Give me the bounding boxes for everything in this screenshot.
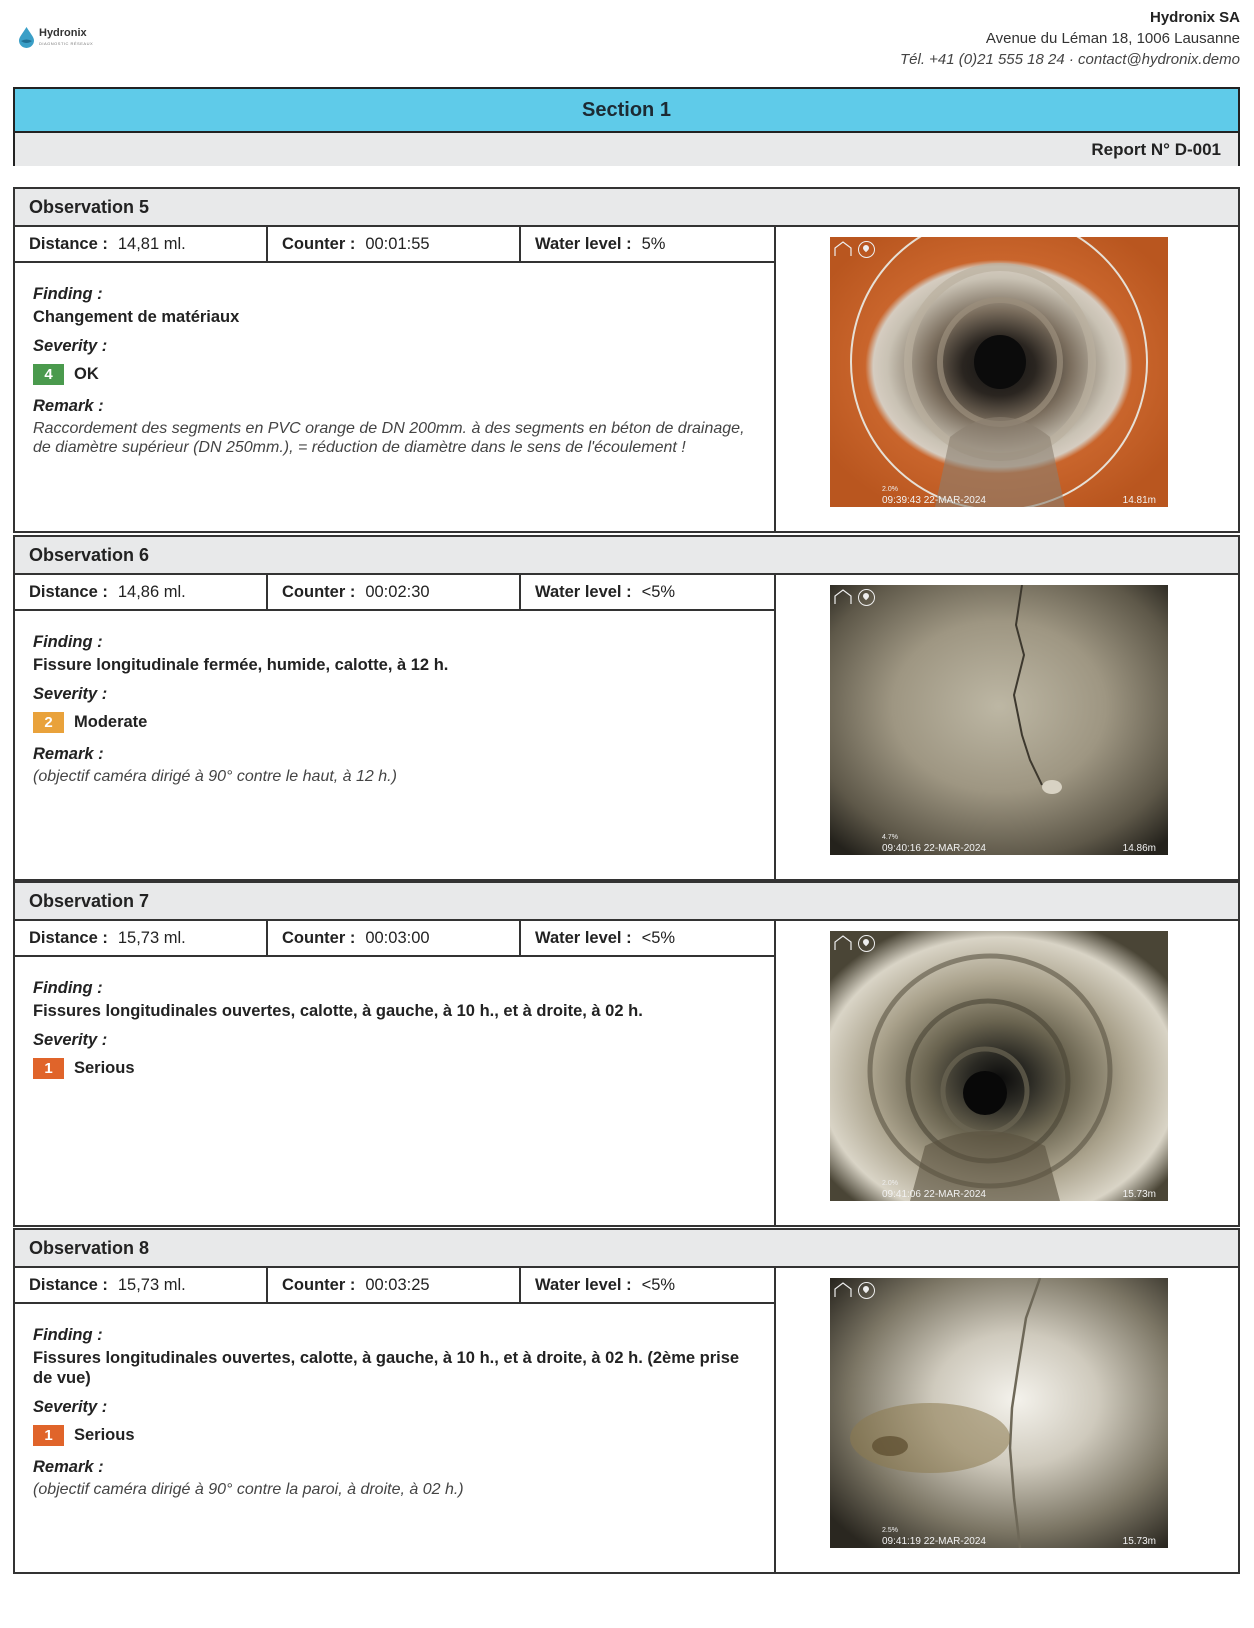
home-icon (834, 241, 852, 257)
counter-value: 00:02:30 (365, 582, 430, 601)
camera-icon (858, 1282, 875, 1299)
logo-tagline: DIAGNOSTIC RÉSEAUX (39, 41, 94, 46)
observation-info (15, 227, 776, 533)
photo-timestamp: 09:39:43 22-MAR-2024 (882, 495, 986, 506)
observation-title: Observation 7 (15, 883, 1238, 921)
water-level-label: Water level : (535, 1275, 632, 1294)
severity-badge: 1 (33, 1058, 64, 1079)
photo-timestamp: 09:40:16 22-MAR-2024 (882, 843, 986, 854)
observation-meta-row (15, 227, 774, 263)
photo-cell (776, 921, 1238, 1227)
severity-label: Severity : (33, 685, 108, 703)
severity-label: Severity : (33, 1398, 108, 1416)
distance-value: 14,81 ml. (117, 234, 186, 253)
severity-text: Serious (74, 1426, 135, 1444)
remark-text: Raccordement des segments en PVC orange de DN 200mm. à des segments en béton de drainage, de diamètre supérieur (DN 250mm.), = réduction de diamètre dans le sens de l'écoulement ! (33, 420, 745, 456)
water-level-cell (521, 575, 772, 609)
distance-cell (15, 227, 268, 261)
counter-value: 00:03:25 (365, 1275, 430, 1294)
company-info (900, 7, 1240, 70)
company-logo (18, 26, 93, 48)
distance-value: 15,73 ml. (117, 1275, 186, 1294)
photo-distance: 14.81m (1122, 495, 1156, 506)
inspection-photo (830, 585, 1168, 855)
observation-block-5 (13, 187, 1240, 533)
section-banner (13, 87, 1240, 166)
severity-text: Moderate (74, 713, 148, 731)
distance-cell (15, 1268, 268, 1302)
remark-label: Remark : (33, 745, 104, 763)
distance-label: Distance : (29, 1275, 108, 1294)
observation-title: Observation 6 (15, 537, 1238, 575)
severity-indicator (33, 364, 774, 385)
severity-indicator (33, 712, 774, 733)
remark-label: Remark : (33, 397, 104, 415)
photo-distance: 14.86m (1122, 843, 1156, 854)
water-level-value: <5% (641, 1275, 676, 1294)
counter-label: Counter : (282, 928, 356, 947)
photo-slope: 2.5% (882, 1527, 898, 1534)
water-level-cell (521, 921, 772, 955)
water-level-value: <5% (641, 582, 676, 601)
inspection-photo (830, 237, 1168, 507)
inspection-photo (830, 931, 1168, 1201)
severity-text: OK (74, 365, 99, 383)
photo-timestamp: 09:41:19 22-MAR-2024 (882, 1536, 986, 1547)
finding-label: Finding : (33, 1326, 103, 1344)
observation-info (15, 921, 776, 1227)
observation-title: Observation 8 (15, 1230, 1238, 1268)
counter-value: 00:01:55 (365, 234, 430, 253)
counter-label: Counter : (282, 1275, 356, 1294)
severity-indicator (33, 1058, 774, 1079)
finding-label: Finding : (33, 285, 103, 303)
distance-cell (15, 921, 268, 955)
company-address: Avenue du Léman 18, 1006 Lausanne (985, 30, 1240, 47)
water-level-value: <5% (641, 928, 676, 947)
home-icon (834, 589, 852, 605)
counter-label: Counter : (282, 234, 356, 253)
water-level-label: Water level : (535, 234, 632, 253)
severity-text: Serious (74, 1059, 135, 1077)
photo-cell (776, 575, 1238, 881)
water-drop-icon (18, 26, 35, 48)
finding-label: Finding : (33, 979, 103, 997)
finding-text: Fissures longitudinales ouvertes, calotte, à gauche, à 10 h., et à droite, à 02 h. (33, 1002, 643, 1020)
finding-text: Fissures longitudinales ouvertes, calotte, à gauche, à 10 h., et à droite, à 02 h. (2ème prise de vue) (33, 1349, 740, 1387)
photo-cell (776, 1268, 1238, 1574)
home-icon (834, 1282, 852, 1298)
distance-value: 14,86 ml. (117, 582, 186, 601)
report-number: Report N° D-001 (15, 133, 1238, 166)
finding-label: Finding : (33, 633, 103, 651)
section-title: Section 1 (15, 89, 1238, 133)
observation-info (15, 575, 776, 881)
water-level-value: 5% (641, 234, 666, 253)
remark-text: (objectif caméra dirigé à 90° contre le haut, à 12 h.) (33, 768, 397, 785)
counter-value: 00:03:00 (365, 928, 430, 947)
severity-badge: 4 (33, 364, 64, 385)
finding-text: Fissure longitudinale fermée, humide, calotte, à 12 h. (33, 656, 449, 674)
observation-title: Observation 5 (15, 189, 1238, 227)
water-level-label: Water level : (535, 582, 632, 601)
photo-timestamp: 09:41:06 22-MAR-2024 (882, 1189, 986, 1200)
counter-cell (268, 227, 521, 261)
severity-badge: 1 (33, 1425, 64, 1446)
observation-meta-row (15, 921, 774, 957)
distance-label: Distance : (29, 582, 108, 601)
severity-indicator (33, 1425, 774, 1446)
photo-slope: 2.0% (882, 1180, 898, 1187)
counter-label: Counter : (282, 582, 356, 601)
observation-block-7 (13, 881, 1240, 1227)
inspection-photo (830, 1278, 1168, 1548)
camera-icon (858, 589, 875, 606)
observation-info (15, 1268, 776, 1574)
observation-meta-row (15, 1268, 774, 1304)
water-level-cell (521, 227, 772, 261)
remark-text: (objectif caméra dirigé à 90° contre la paroi, à droite, à 02 h.) (33, 1481, 464, 1498)
home-icon (834, 935, 852, 951)
severity-badge: 2 (33, 712, 64, 733)
distance-cell (15, 575, 268, 609)
water-level-cell (521, 1268, 772, 1302)
distance-label: Distance : (29, 928, 108, 947)
observation-meta-row (15, 575, 774, 611)
water-level-label: Water level : (535, 928, 632, 947)
camera-icon (858, 935, 875, 952)
counter-cell (268, 921, 521, 955)
company-name: Hydronix SA (1149, 9, 1240, 26)
photo-slope: 4.7% (882, 834, 898, 841)
distance-value: 15,73 ml. (117, 928, 186, 947)
observation-block-8 (13, 1228, 1240, 1574)
distance-label: Distance : (29, 234, 108, 253)
logo-name: Hydronix (39, 27, 87, 39)
remark-label: Remark : (33, 1458, 104, 1476)
severity-label: Severity : (33, 337, 108, 355)
counter-cell (268, 1268, 521, 1302)
observation-block-6 (13, 535, 1240, 881)
photo-slope: 2.0% (882, 486, 898, 493)
photo-distance: 15.73m (1122, 1189, 1156, 1200)
finding-text: Changement de matériaux (33, 308, 240, 326)
camera-icon (858, 241, 875, 258)
company-contact: Tél. +41 (0)21 555 18 24 · contact@hydronix.demo (899, 51, 1240, 68)
counter-cell (268, 575, 521, 609)
photo-cell (776, 227, 1238, 533)
photo-distance: 15.73m (1122, 1536, 1156, 1547)
severity-label: Severity : (33, 1031, 108, 1049)
